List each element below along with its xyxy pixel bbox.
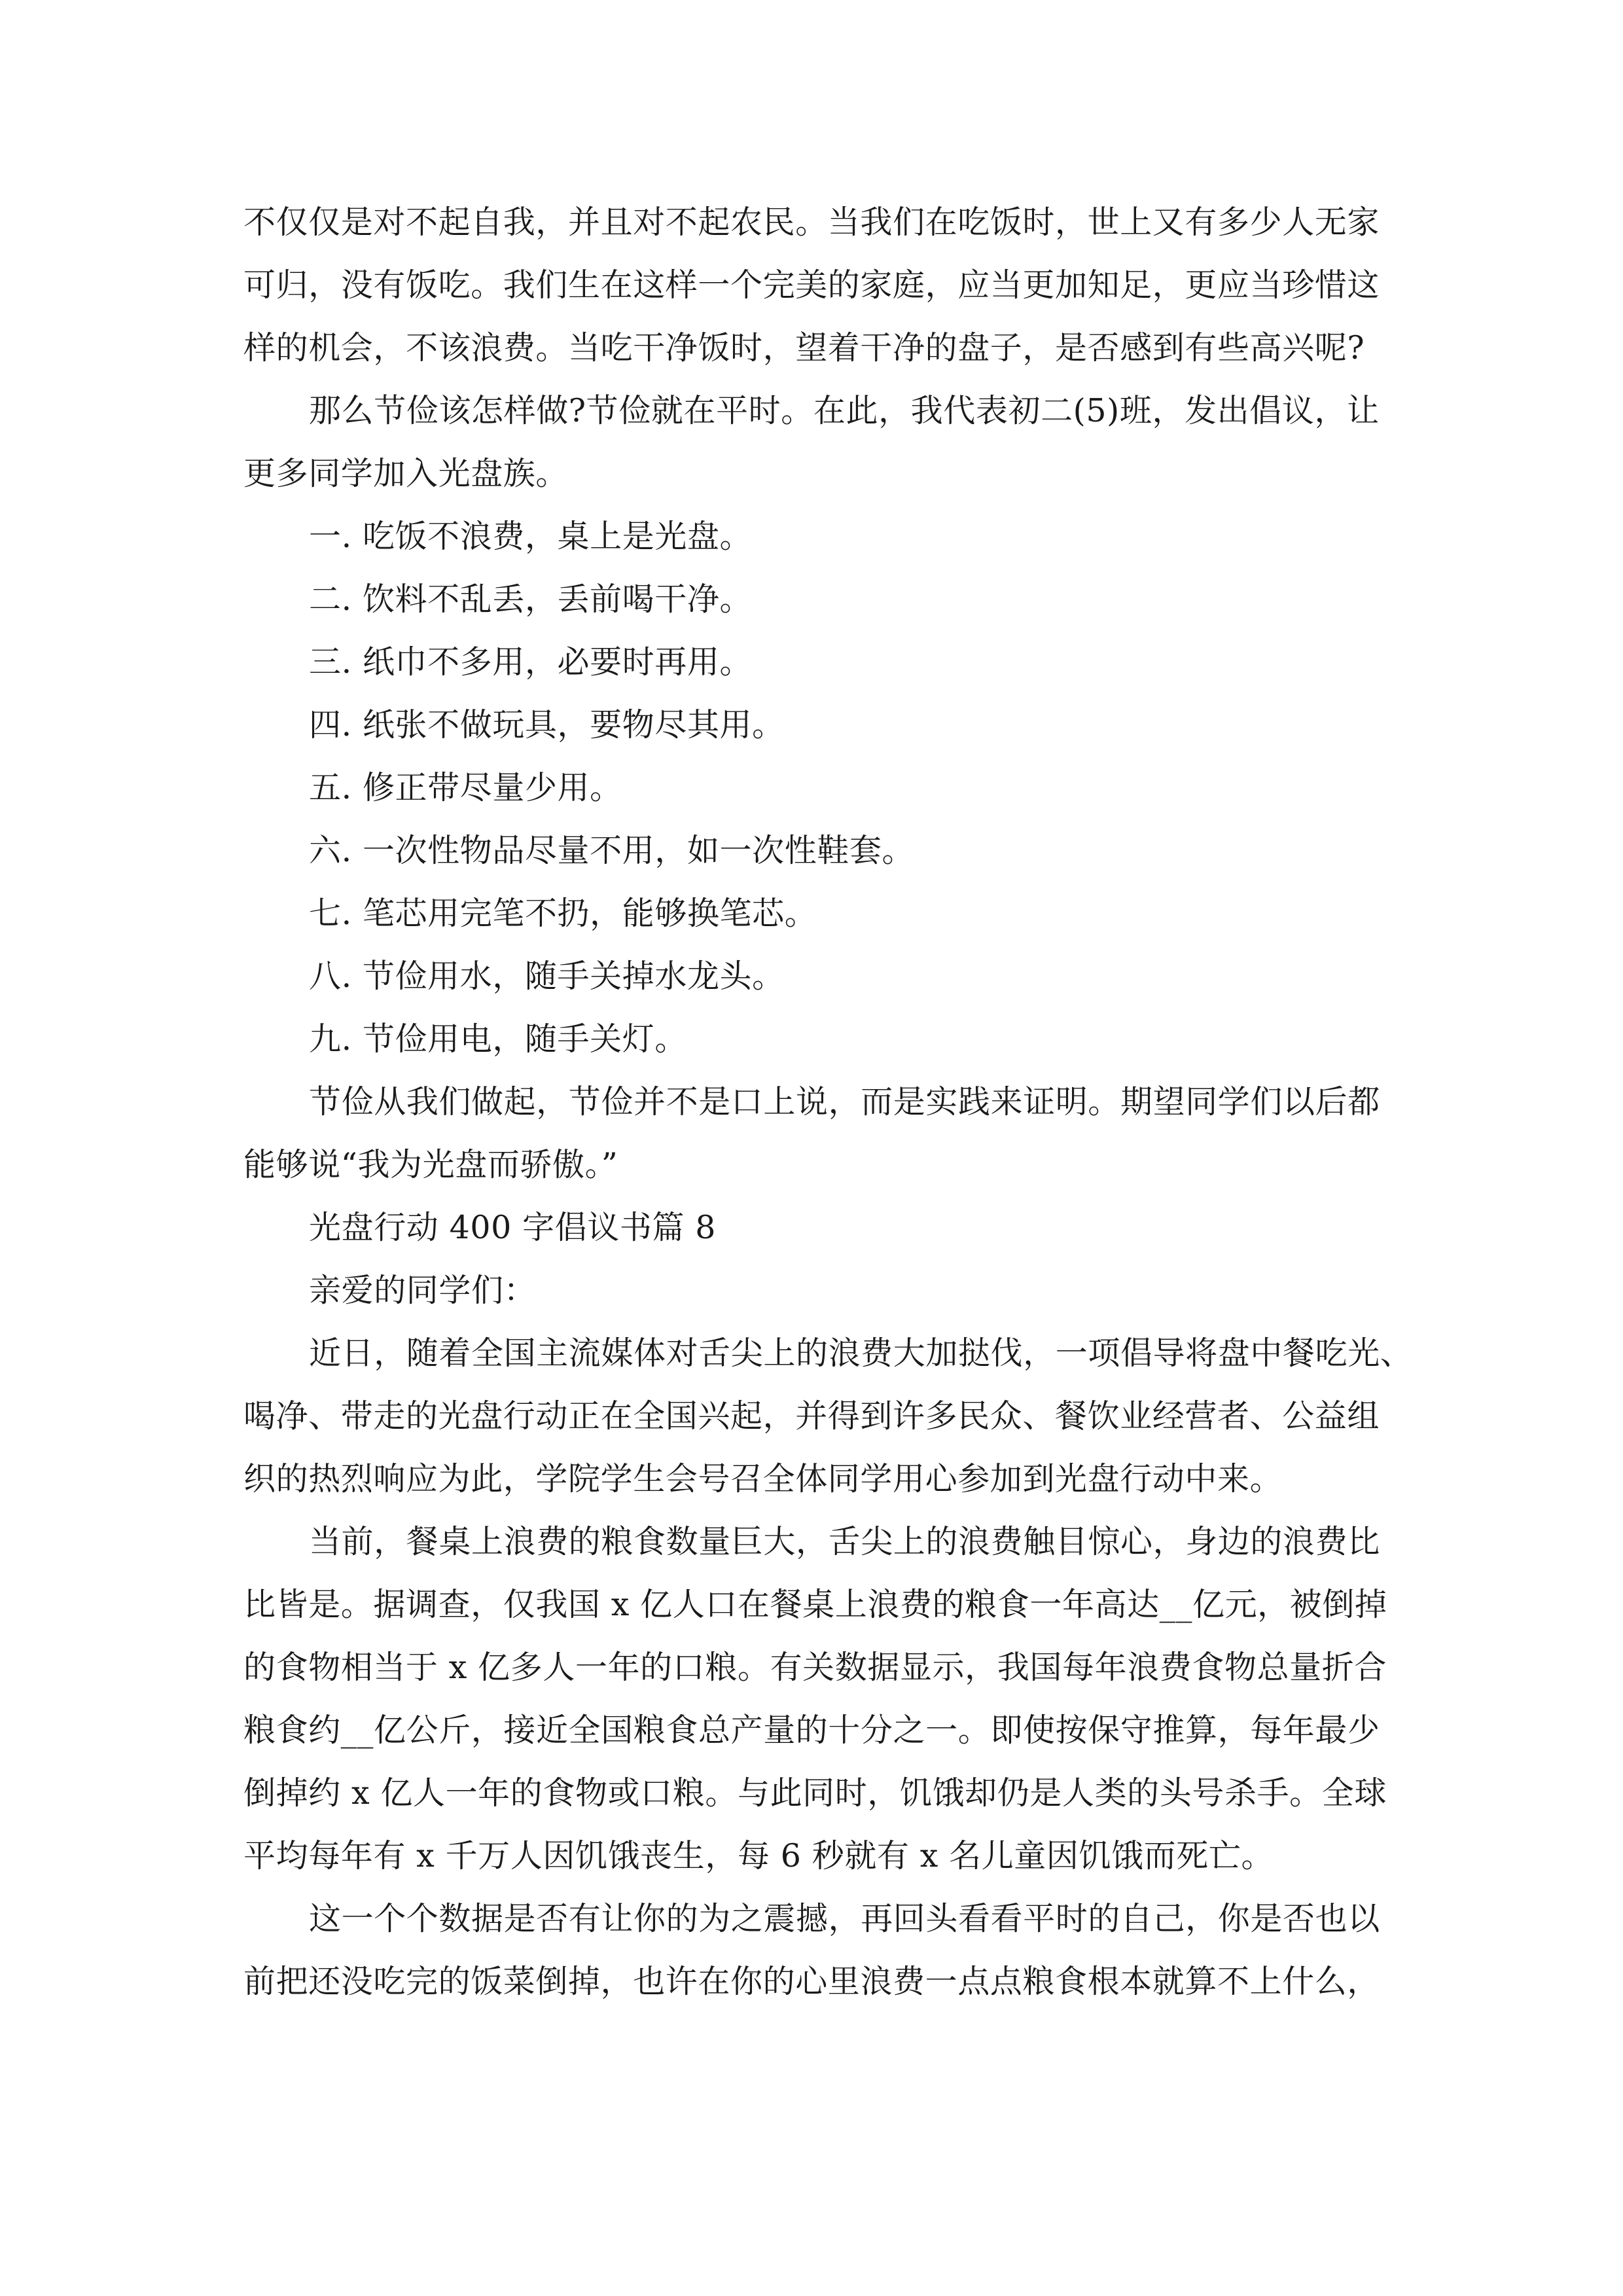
text-line: 节俭从我们做起，节俭并不是口上说，而是实践来证明。期望同学们以后都	[309, 1083, 1380, 1121]
text-line: 近日，随着全国主流媒体对舌尖上的浪费大加挞伐，一项倡导将盘中餐吃光、	[309, 1335, 1413, 1372]
list-item: 八. 节俭用水，随手关掉水龙头。	[309, 958, 785, 995]
list-item: 四. 纸张不做玩具，要物尽其用。	[309, 706, 785, 744]
text-line: 平均每年有 x 千万人因饥饿丧生，每 6 秒就有 x 名儿童因饥饿而死亡。	[243, 1837, 1274, 1874]
text-line: 那么节俭该怎样做?节俭就在平时。在此，我代表初二(5)班，发出倡议，让	[309, 392, 1380, 429]
text-line: 不仅仅是对不起自我，并且对不起农民。当我们在吃饭时，世上又有多少人无家	[243, 204, 1380, 241]
text-line: 喝净、带走的光盘行动正在全国兴起，并得到许多民众、餐饮业经营者、公益组	[243, 1397, 1380, 1435]
list-item: 七. 笔芯用完笔不扔，能够换笔芯。	[309, 895, 817, 932]
list-item: 三. 纸巾不多用，必要时再用。	[309, 643, 753, 681]
list-item: 一. 吃饭不浪费，桌上是光盘。	[309, 518, 753, 555]
list-item: 六. 一次性物品尽量不用，如一次性鞋套。	[309, 832, 915, 869]
list-item: 二. 饮料不乱丢，丢前喝干净。	[309, 581, 753, 618]
text-line: 更多同学加入光盘族。	[243, 455, 569, 492]
text-line: 前把还没吃完的饭菜倒掉，也许在你的心里浪费一点点粮食根本就算不上什么，	[243, 1963, 1380, 2000]
section-heading: 光盘行动 400 字倡议书篇 8	[309, 1209, 717, 1246]
list-item: 九. 节俭用电，随手关灯。	[309, 1020, 687, 1058]
text-line: 比皆是。据调查，仅我国 x 亿人口在餐桌上浪费的粮食一年高达__亿元，被倒掉	[243, 1586, 1387, 1623]
text-line: 的食物相当于 x 亿多人一年的口粮。有关数据显示，我国每年浪费食物总量折合	[243, 1649, 1387, 1686]
text-line: 样的机会，不该浪费。当吃干净饭时，望着干净的盘子，是否感到有些高兴呢?	[243, 329, 1365, 367]
salutation: 亲爱的同学们：	[309, 1272, 537, 1309]
text-line: 当前，餐桌上浪费的粮食数量巨大，舌尖上的浪费触目惊心，身边的浪费比	[309, 1523, 1380, 1560]
text-line: 可归，没有饭吃。我们生在这样一个完美的家庭，应当更加知足，更应当珍惜这	[243, 266, 1380, 304]
text-line: 织的热烈响应为此，学院学生会号召全体同学用心参加到光盘行动中来。	[243, 1460, 1283, 1498]
text-line: 倒掉约 x 亿人一年的食物或口粮。与此同时，饥饿却仍是人类的头号杀手。全球	[243, 1774, 1387, 1812]
text-line: 能够说“我为光盘而骄傲。”	[243, 1146, 618, 1183]
text-line: 粮食约__亿公斤，接近全国粮食总产量的十分之一。即使按保守推算，每年最少	[243, 1712, 1380, 1749]
list-item: 五. 修正带尽量少用。	[309, 769, 622, 806]
text-line: 这一个个数据是否有让你的为之震撼，再回头看看平时的自己，你是否也以	[309, 1900, 1380, 1937]
document-body	[243, 191, 1413, 2013]
